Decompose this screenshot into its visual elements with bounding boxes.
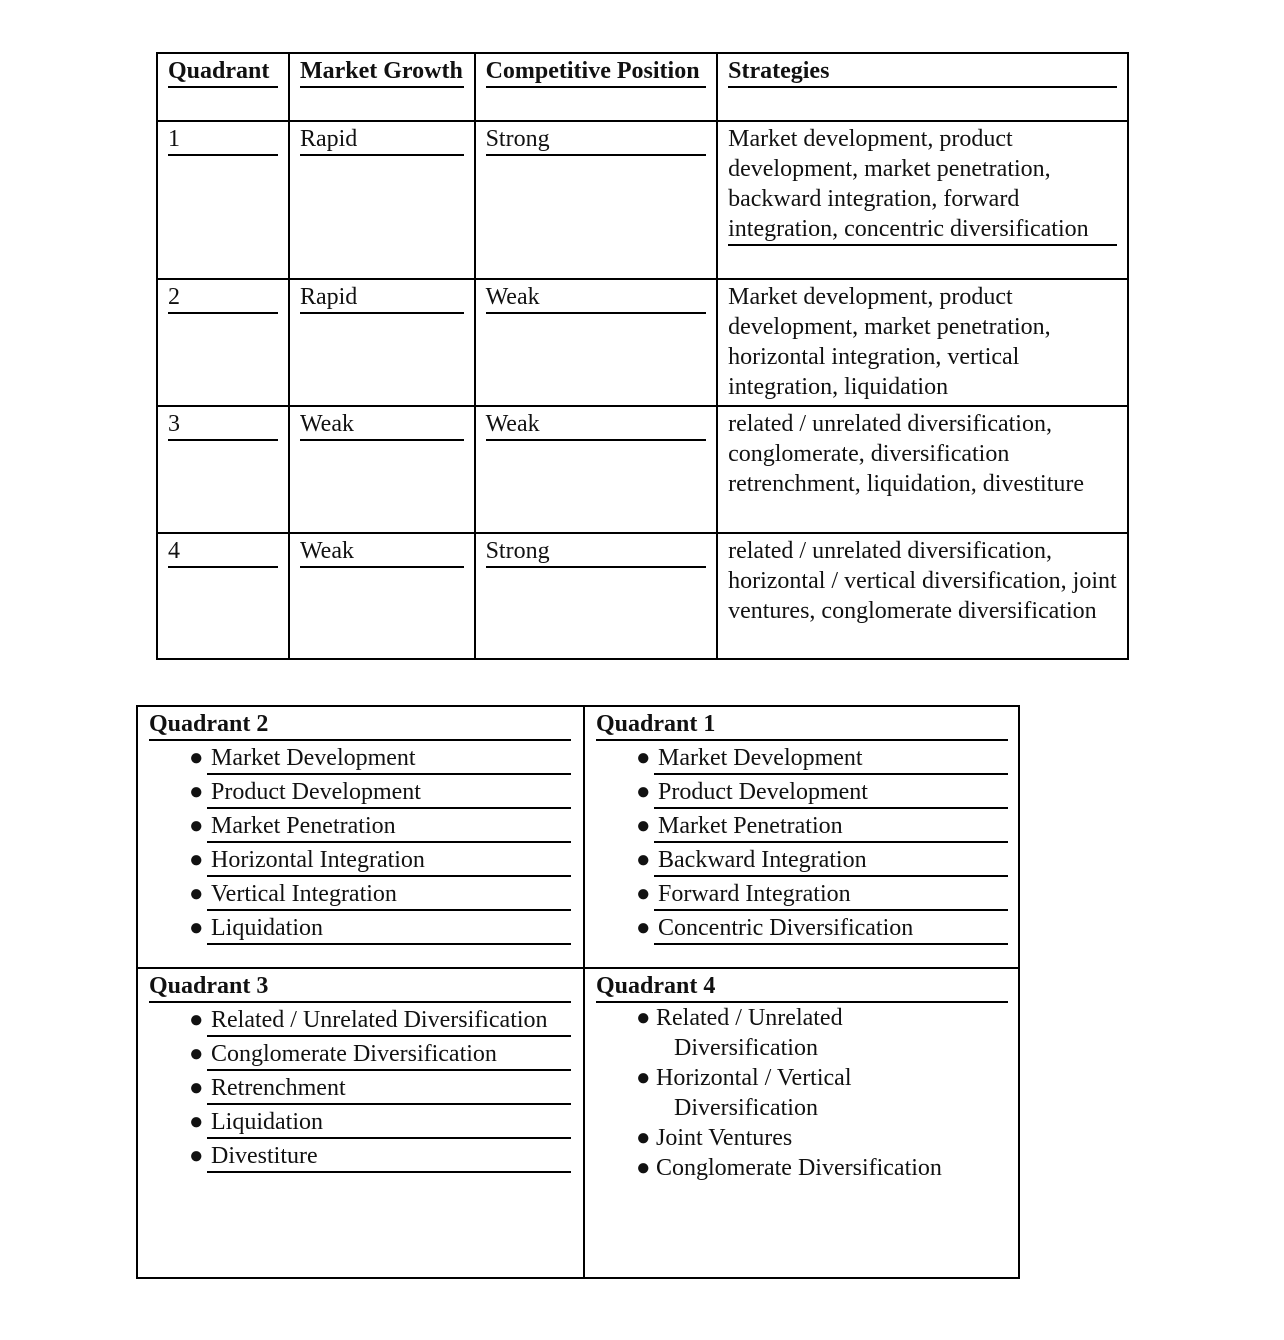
list-item: ● Product Development: [636, 777, 1008, 809]
list-item: ● Related / Unrelated Diversification: [636, 1005, 843, 1061]
quadrant-title: Quadrant 2: [149, 709, 571, 741]
cell-market-growth: Rapid: [300, 124, 464, 156]
list-item: ● Vertical Integration: [189, 879, 571, 911]
list-item: ● Liquidation: [189, 913, 571, 945]
bullet-icon: ●: [189, 745, 204, 771]
cell-competitive-position: Strong: [486, 536, 707, 568]
list-item: ● Product Development: [189, 777, 571, 809]
bullet-icon: ●: [636, 847, 651, 873]
bullet-icon: ●: [189, 813, 204, 839]
cell-quadrant: 4: [168, 536, 278, 568]
list-item: ● Market Development: [189, 743, 571, 775]
list-item: ● Horizontal / Vertical Diversification: [636, 1065, 852, 1121]
quadrant-grid: [136, 705, 1020, 1279]
bullet-icon: ●: [636, 745, 651, 771]
quadrant-1-box: [585, 707, 1020, 969]
bullet-icon: ●: [189, 915, 204, 941]
bullet-icon: ●: [189, 881, 204, 907]
list-item: ● Conglomerate Diversification: [636, 1155, 942, 1181]
cell-competitive-position: Strong: [486, 124, 707, 156]
list-item: ● Liquidation: [189, 1107, 571, 1139]
cell-market-growth: Weak: [300, 409, 464, 441]
list-item: ● Retrenchment: [189, 1073, 571, 1105]
table-row: [157, 121, 1128, 279]
bullet-icon: ●: [636, 1005, 651, 1031]
list-item: ● Joint Ventures: [636, 1125, 793, 1151]
quadrant-3-box: [138, 969, 585, 1277]
table-row: [157, 279, 1128, 406]
strategy-list: [596, 1003, 1008, 1183]
list-item: ● Backward Integration: [636, 845, 1008, 877]
list-item: ● Market Penetration: [636, 811, 1008, 843]
bullet-icon: ●: [189, 1143, 204, 1169]
header-market-growth: Market Growth: [289, 53, 475, 121]
list-item: ● Forward Integration: [636, 879, 1008, 911]
list-item: ● Divestiture: [189, 1141, 571, 1173]
list-item: ● Conglomerate Diversification: [189, 1039, 571, 1071]
list-item: ● Horizontal Integration: [189, 845, 571, 877]
bullet-icon: ●: [636, 1155, 651, 1181]
quadrant-4-box: [585, 969, 1020, 1277]
bullet-icon: ●: [189, 1041, 204, 1067]
quadrant-title: Quadrant 1: [596, 709, 1008, 741]
bullet-icon: ●: [636, 779, 651, 805]
cell-market-growth: Weak: [300, 536, 464, 568]
strategy-list: [596, 743, 1008, 945]
strategy-list: [149, 743, 571, 945]
cell-strategies: Market development, product development, market penetration, horizontal integration, vertical integration, liquidation: [728, 284, 1051, 400]
table-header-row: [157, 53, 1128, 121]
quadrant-title: Quadrant 4: [596, 971, 1008, 1003]
strategy-list: [149, 1005, 571, 1173]
header-strategies: Strategies: [717, 53, 1128, 121]
bullet-icon: ●: [636, 1065, 651, 1091]
bullet-icon: ●: [189, 1109, 204, 1135]
bullet-icon: ●: [636, 881, 651, 907]
cell-quadrant: 3: [168, 409, 278, 441]
list-item: ● Market Development: [636, 743, 1008, 775]
cell-competitive-position: Weak: [486, 282, 707, 314]
cell-strategies: related / unrelated diversification, conglomerate, diversification retrenchment, liquidation, divestiture: [728, 411, 1085, 497]
bullet-icon: ●: [636, 813, 651, 839]
bullet-icon: ●: [189, 1075, 204, 1101]
quadrant-title: Quadrant 3: [149, 971, 571, 1003]
cell-competitive-position: Weak: [486, 409, 707, 441]
strategy-table: [156, 52, 1129, 660]
header-competitive-position: Competitive Position: [475, 53, 718, 121]
cell-strategies: related / unrelated diversification, horizontal / vertical diversification, joint ventures, conglomerate diversification: [728, 538, 1117, 624]
list-item: ● Related / Unrelated Diversification: [189, 1005, 571, 1037]
cell-quadrant: 1: [168, 124, 278, 156]
list-item: ● Market Penetration: [189, 811, 571, 843]
quadrant-2-box: [138, 707, 585, 969]
cell-strategies: Market development, product development, market penetration, backward integration, forward integration, concentric diversification: [728, 124, 1117, 246]
cell-market-growth: Rapid: [300, 282, 464, 314]
bullet-icon: ●: [189, 1007, 204, 1033]
table-row: [157, 533, 1128, 659]
bullet-icon: ●: [189, 847, 204, 873]
bullet-icon: ●: [189, 779, 204, 805]
table-row: [157, 406, 1128, 533]
list-item: ● Concentric Diversification: [636, 913, 1008, 945]
bullet-icon: ●: [636, 915, 651, 941]
bullet-icon: ●: [636, 1125, 651, 1151]
header-quadrant: Quadrant: [157, 53, 289, 121]
cell-quadrant: 2: [168, 282, 278, 314]
